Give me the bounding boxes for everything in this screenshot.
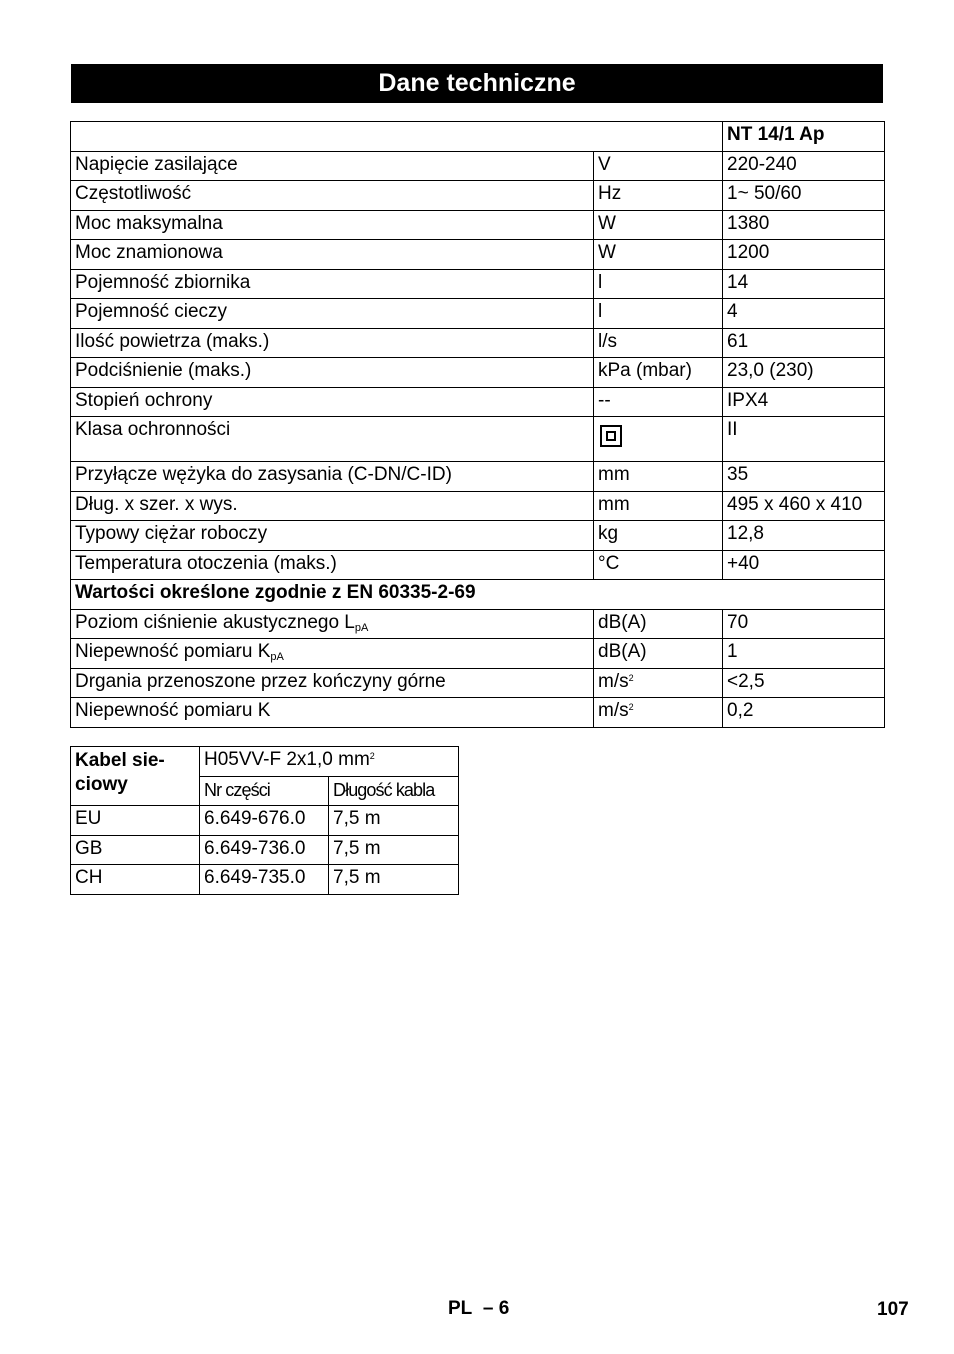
cable-part-number: 6.649-735.0 bbox=[200, 865, 329, 895]
table-row bbox=[71, 550, 885, 580]
spec-unit: dB(A) bbox=[594, 609, 723, 639]
spec-label: Niepewność pomiaru $K_{pA}$ bbox=[71, 639, 594, 669]
spec-value: 220-240 bbox=[723, 151, 885, 181]
model-header: NT 14/1 Ap bbox=[723, 122, 885, 152]
spec-value: IPX4 bbox=[723, 387, 885, 417]
spec-label: Typowy ciężar roboczy bbox=[71, 521, 594, 551]
cable-length: 7,5 m bbox=[329, 865, 459, 895]
table-row bbox=[71, 668, 885, 698]
cable-part-number: 6.649-676.0 bbox=[200, 806, 329, 836]
col-part-number: Nr części bbox=[200, 776, 329, 806]
spec-unit: $m/s^2$ bbox=[594, 698, 723, 728]
spec-value: 14 bbox=[723, 269, 885, 299]
spec-value: 0,2 bbox=[723, 698, 885, 728]
spec-label: Napięcie zasilające bbox=[71, 151, 594, 181]
table-row bbox=[71, 269, 885, 299]
table-row bbox=[71, 181, 885, 211]
cable-region: EU bbox=[71, 806, 200, 836]
cable-length: 7,5 m bbox=[329, 835, 459, 865]
spec-unit: l/s bbox=[594, 328, 723, 358]
spec-unit: Hz bbox=[594, 181, 723, 211]
table-row bbox=[71, 806, 459, 836]
table-row bbox=[71, 358, 885, 388]
spec-value: <2,5 bbox=[723, 668, 885, 698]
section-header-row bbox=[71, 580, 885, 610]
spec-unit: V bbox=[594, 151, 723, 181]
spec-label: Pojemność zbiornika bbox=[71, 269, 594, 299]
spec-unit bbox=[594, 417, 723, 462]
spec-unit: W bbox=[594, 210, 723, 240]
spec-unit: mm bbox=[594, 491, 723, 521]
table-header-row bbox=[71, 122, 885, 152]
table-row bbox=[71, 299, 885, 329]
spec-unit: -- bbox=[594, 387, 723, 417]
spec-unit: l bbox=[594, 269, 723, 299]
spec-label: Drgania przenoszone przez kończyny górne bbox=[71, 668, 594, 698]
cable-label: Kabel sie- ciowy bbox=[71, 747, 200, 806]
protection-class-2-icon bbox=[600, 425, 622, 447]
cable-part-number: 6.649-736.0 bbox=[200, 835, 329, 865]
spec-value: 12,8 bbox=[723, 521, 885, 551]
page-title: Dane techniczne bbox=[71, 64, 883, 103]
spec-unit: W bbox=[594, 240, 723, 270]
spec-unit: °C bbox=[594, 550, 723, 580]
spec-unit: $m/s^2$ bbox=[594, 668, 723, 698]
table-row bbox=[71, 521, 885, 551]
table-row bbox=[71, 865, 459, 895]
spec-label: Ilość powietrza (maks.) bbox=[71, 328, 594, 358]
spec-value: 61 bbox=[723, 328, 885, 358]
spec-unit: dB(A) bbox=[594, 639, 723, 669]
table-row bbox=[71, 387, 885, 417]
spec-value: 1380 bbox=[723, 210, 885, 240]
col-cable-length: Długość kabla bbox=[329, 776, 459, 806]
spec-label: Niepewność pomiaru K bbox=[71, 698, 594, 728]
technical-data-table bbox=[70, 121, 885, 728]
table-row bbox=[71, 462, 885, 492]
spec-value: 4 bbox=[723, 299, 885, 329]
spec-label: Częstotliwość bbox=[71, 181, 594, 211]
spec-value: 1200 bbox=[723, 240, 885, 270]
spec-value: 23,0 (230) bbox=[723, 358, 885, 388]
spec-value: 70 bbox=[723, 609, 885, 639]
spec-value: 35 bbox=[723, 462, 885, 492]
cable-spec-row bbox=[71, 747, 459, 777]
spec-label: Moc znamionowa bbox=[71, 240, 594, 270]
table-row bbox=[71, 328, 885, 358]
table-row bbox=[71, 151, 885, 181]
spec-label: Przyłącze wężyka do zasysania (C-DN/C-ID) bbox=[71, 462, 594, 492]
spec-label: Podciśnienie (maks.) bbox=[71, 358, 594, 388]
cable-region: GB bbox=[71, 835, 200, 865]
section-header: Wartości określone zgodnie z EN 60335-2-69 bbox=[71, 580, 885, 610]
table-row bbox=[71, 698, 885, 728]
spec-unit: mm bbox=[594, 462, 723, 492]
spec-value: 1~ 50/60 bbox=[723, 181, 885, 211]
table-row bbox=[71, 491, 885, 521]
table-row bbox=[71, 835, 459, 865]
spec-label: Dług. x szer. x wys. bbox=[71, 491, 594, 521]
spec-unit: kPa (mbar) bbox=[594, 358, 723, 388]
table-row bbox=[71, 417, 885, 462]
table-row bbox=[71, 240, 885, 270]
cable-spec: H05VV-F 2x1,0 $mm^2$ bbox=[200, 747, 459, 777]
spec-label: Pojemność cieczy bbox=[71, 299, 594, 329]
page-number: 107 bbox=[877, 1299, 909, 1320]
spec-unit: l bbox=[594, 299, 723, 329]
spec-label: Poziom ciśnienie akustycznego $L_{pA}$ bbox=[71, 609, 594, 639]
table-row bbox=[71, 639, 885, 669]
header-blank-cell bbox=[71, 122, 723, 152]
cable-region: CH bbox=[71, 865, 200, 895]
cable-length: 7,5 m bbox=[329, 806, 459, 836]
spec-unit: kg bbox=[594, 521, 723, 551]
table-row bbox=[71, 210, 885, 240]
spec-value: 495 x 460 x 410 bbox=[723, 491, 885, 521]
spec-label: Klasa ochronności bbox=[71, 417, 594, 462]
spec-value: +40 bbox=[723, 550, 885, 580]
table-row bbox=[71, 609, 885, 639]
spec-value: II bbox=[723, 417, 885, 462]
power-cable-table bbox=[70, 746, 459, 895]
footer-language: PL – 6 bbox=[448, 1298, 510, 1319]
spec-label: Moc maksymalna bbox=[71, 210, 594, 240]
spec-label: Temperatura otoczenia (maks.) bbox=[71, 550, 594, 580]
spec-value: 1 bbox=[723, 639, 885, 669]
spec-label: Stopień ochrony bbox=[71, 387, 594, 417]
